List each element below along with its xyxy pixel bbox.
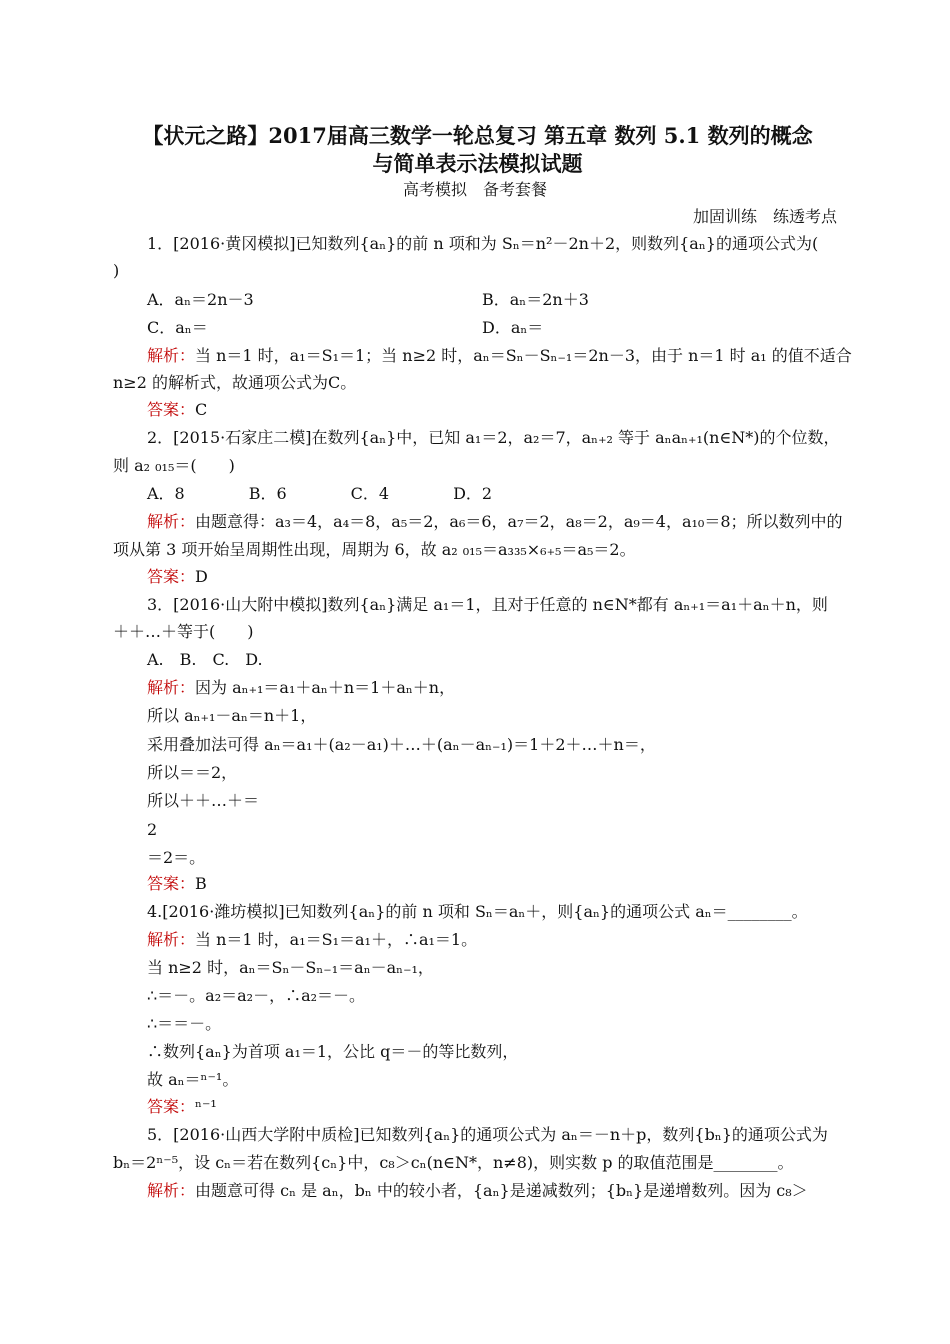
analysis-label: 解析： [147, 512, 196, 531]
title-line-1: 【状元之路】2017届高三数学一轮总复习 第五章 数列 5.1 数列的概念 [142, 123, 813, 148]
q2-solution-text-1: 由题意得：a₃＝4，a₄＝8，a₅＝2，a₆＝6，a₇＝2，a₈＝2，a₉＝4，a₁₀＝8；所以数列中的 [195, 512, 843, 531]
q2-options: A．8 B．6 C．4 D．2 [147, 484, 493, 503]
q3-stem-line-1: 3．[2016·山大附中模拟]数列{aₙ}满足 a₁＝1，且对于任意的 n∈N*都有 aₙ₊₁＝a₁＋aₙ＋n，则 [147, 595, 828, 614]
q4-stem: 4.[2016·潍坊模拟]已知数列{aₙ}的前 n 项和 Sₙ＝aₙ＋，则{aₙ}的通项公式 aₙ＝________。 [147, 902, 808, 921]
q4-answer [147, 1097, 217, 1117]
q1-solution-line-2: n≥2 的解析式，故通项公式为C。 [113, 373, 357, 392]
q5-stem-line-2: bₙ＝2ⁿ⁻⁵，设 cₙ＝若在数列{cₙ}中，c₈＞cₙ(n∈N*，n≠8)，则实数 p 的取值范围是________。 [113, 1153, 794, 1172]
q1-solution-line-1 [147, 346, 852, 366]
q1-options-row-2 [147, 318, 544, 338]
answer-label: 答案： [147, 567, 196, 586]
q1-options-row-1 [147, 290, 589, 310]
q4-solution-line-3: ∴＝－。a₂＝a₂－，∴a₂＝－。 [147, 986, 366, 1005]
q2-answer-value: D [195, 567, 208, 586]
answer-label: 答案： [147, 1097, 196, 1116]
q3-solution-line-3: 采用叠加法可得 aₙ＝a₁＋(a₂－a₁)＋…＋(aₙ－aₙ₋₁)＝1＋2＋…＋n＝， [147, 735, 656, 754]
q5-stem-line-1: 5．[2016·山西大学附中质检]已知数列{aₙ}的通项公式为 aₙ＝－n＋p，数列{bₙ}的通项公式为 [147, 1125, 828, 1144]
q4-answer-value: ⁿ⁻¹ [195, 1097, 217, 1116]
q1-solution-text-1: 当 n＝1 时，a₁＝S₁＝1；当 n≥2 时，aₙ＝Sₙ－Sₙ₋₁＝2n－3，由于 n＝1 时 a₁ 的值不适合 [195, 346, 852, 365]
q1-answer-value: C [195, 400, 208, 419]
analysis-label: 解析： [147, 346, 196, 365]
q3-answer [147, 874, 207, 894]
q1-stem-line-1: 1．[2016·黄冈模拟]已知数列{aₙ}的前 n 项和为 Sₙ＝n²－2n＋2，则数列{aₙ}的通项公式为( [147, 234, 819, 253]
q3-options: A. B. C. D. [147, 650, 263, 669]
analysis-label: 解析： [147, 678, 196, 697]
q4-solution-line-6: 故 aₙ＝ⁿ⁻¹。 [147, 1070, 239, 1089]
q2-solution-line-1 [147, 512, 843, 532]
q4-solution-line-4: ∴＝＝－。 [147, 1014, 222, 1033]
q1-option-b: B．aₙ＝2n＋3 [482, 290, 589, 309]
q3-solution-line-1 [147, 678, 455, 698]
q2-stem-line-2: 则 a₂ ₀₁₅＝( ) [113, 456, 235, 475]
q1-option-d: D．aₙ＝ [482, 318, 544, 337]
q1-stem-line-2: ) [113, 261, 120, 280]
q5-solution-text-1: 由题意可得 cₙ 是 aₙ，bₙ 中的较小者，{aₙ}是递减数列；{bₙ}是递增数列。因为 c₈＞ [195, 1181, 808, 1200]
q3-solution-line-6: 2 [147, 820, 158, 839]
q1-option-a: A．aₙ＝2n－3 [147, 290, 254, 309]
analysis-label: 解析： [147, 1181, 196, 1200]
q4-solution-line-5: ∴数列{aₙ}为首项 a₁＝1，公比 q＝－的等比数列， [147, 1042, 519, 1061]
q4-solution-line-1 [147, 930, 477, 950]
answer-label: 答案： [147, 400, 196, 419]
q3-solution-line-7: ＝2＝。 [147, 848, 206, 867]
analysis-label: 解析： [147, 930, 196, 949]
q2-stem-line-1: 2．[2015·石家庄二模]在数列{aₙ}中，已知 a₁＝2，a₂＝7，aₙ₊₂ 等于 aₙaₙ₊₁(n∈N*)的个位数， [147, 428, 840, 447]
q3-solution-line-4: 所以＝＝2， [147, 763, 238, 782]
subtitle: 高考模拟 备考套餐 [402, 180, 547, 199]
title-line-2: 与简单表示法模拟试题 [372, 151, 583, 176]
q3-stem-line-2: ＋＋…＋等于( ) [113, 622, 254, 641]
document-title [90, 122, 865, 178]
q3-solution-text-1: 因为 aₙ₊₁＝a₁＋aₙ＋n＝1＋aₙ＋n， [195, 678, 456, 697]
right-note: 加固训练 练透考点 [692, 207, 837, 226]
answer-label: 答案： [147, 874, 196, 893]
q2-solution-line-2: 项从第 3 项开始呈周期性出现，周期为 6，故 a₂ ₀₁₅＝a₃₃₅×₆₊₅＝a₅＝2。 [113, 540, 636, 559]
q3-solution-line-5: 所以＋＋…＋＝ [147, 791, 260, 810]
q5-solution-line-1 [147, 1181, 808, 1201]
q3-solution-line-2: 所以 aₙ₊₁－aₙ＝n＋1， [147, 706, 317, 725]
q4-solution-line-2: 当 n≥2 时，aₙ＝Sₙ－Sₙ₋₁＝aₙ－aₙ₋₁， [147, 958, 434, 977]
q3-answer-value: B [195, 874, 207, 893]
q1-answer [147, 400, 207, 420]
q4-solution-text-1: 当 n＝1 时，a₁＝S₁＝a₁＋，∴a₁＝1。 [195, 930, 478, 949]
q1-option-c: C．aₙ＝ [147, 318, 208, 337]
q2-answer [147, 567, 208, 587]
